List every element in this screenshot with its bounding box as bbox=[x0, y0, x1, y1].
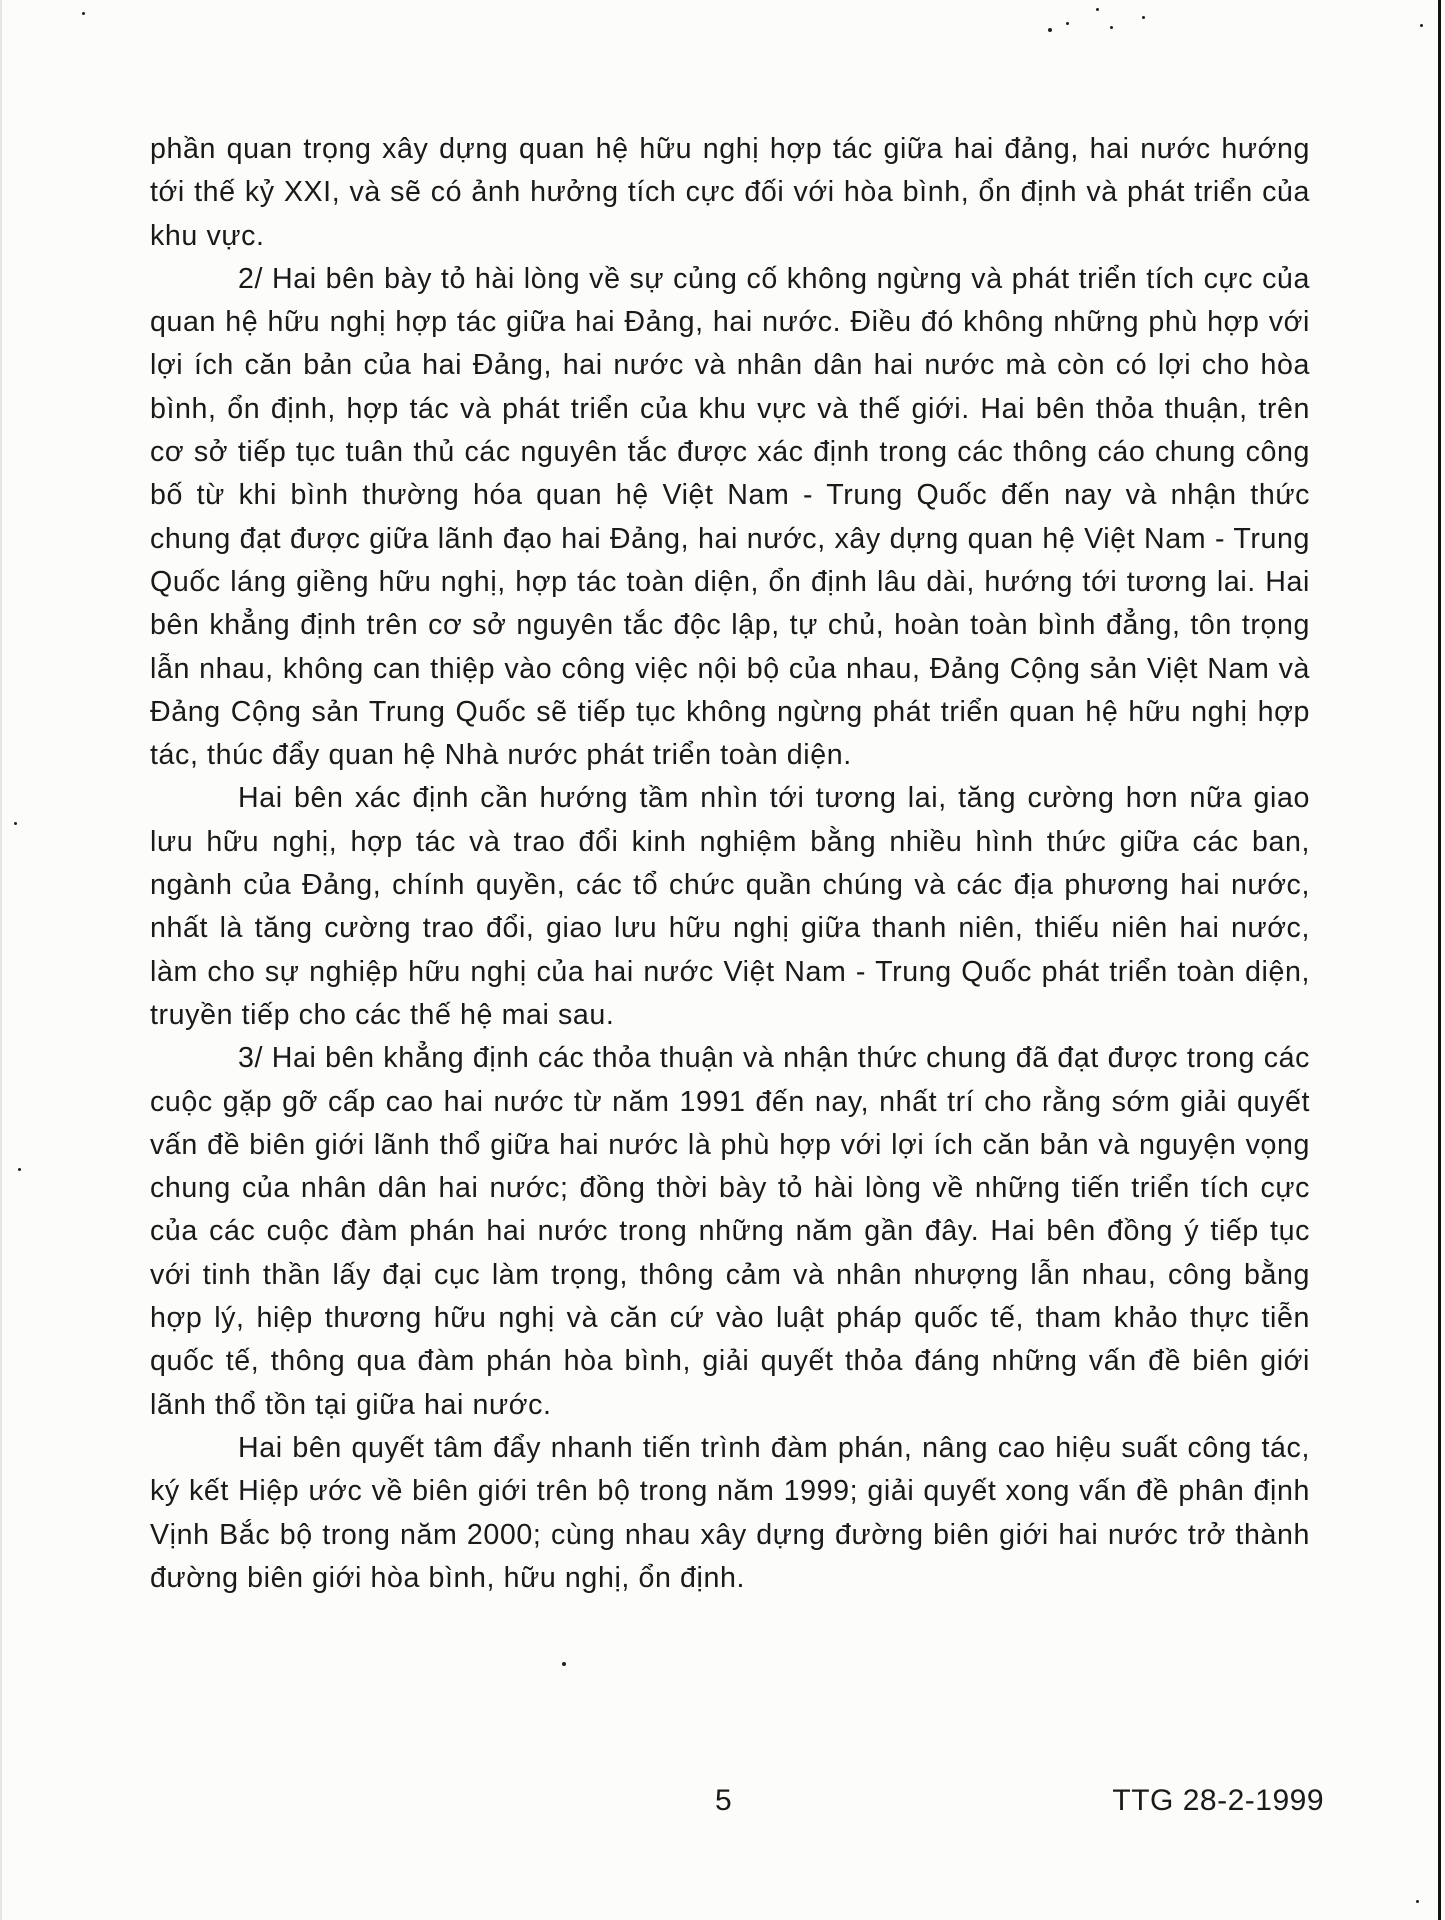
scan-speck bbox=[1416, 1900, 1419, 1903]
scan-speck bbox=[82, 12, 85, 15]
paragraph-5: Hai bên quyết tâm đẩy nhanh tiến trình đàm phán, nâng cao hiệu suất công tác, ký kết Hiệp ước về biên giới trên bộ trong năm 1999; giải quyết xong vấn đề phân định Vịnh Bắc bộ trong năm 2000; cùng nhau xây dựng đường biên giới hai nước trở thành đường biên giới hòa bình, hữu nghị, ổn định. bbox=[150, 1431, 1310, 1594]
paragraph-2: 2/ Hai bên bày tỏ hài lòng về sự củng cố không ngừng và phát triển tích cực của quan hệ hữu nghị hợp tác giữa hai Đảng, hai nước. Điều đó không những phù hợp với lợi ích căn bản của hai Đảng, hai nước và nhân dân hai nước mà còn có lợi cho hòa bình, ổn định, hợp tác và phát triển của khu vực và thế giới. Hai bên thỏa thuận, trên cơ sở tiếp tục tuân thủ các nguyên tắc được xác định trong các thông cáo chung công bố từ khi bình thường hóa quan hệ Việt Nam - Trung Quốc đến nay và nhận thức chung đạt được giữa lãnh đạo hai Đảng, hai nước, xây dựng quan hệ Việt Nam - Trung Quốc láng giềng hữu nghị, hợp tác toàn diện, ổn định lâu dài, hướng tới tương lai. Hai bên khẳng định trên cơ sở nguyên tắc độc lập, tự chủ, hoàn toàn bình đẳng, tôn trọng lẫn nhau, không can thiệp vào công việc nội bộ của nhau, Đảng Cộng sản Việt Nam và Đảng Cộng sản Trung Quốc sẽ tiếp tục không ngừng phát triển quan hệ hữu nghị hợp tác, thúc đẩy quan hệ Nhà nước phát triển toàn diện. bbox=[150, 262, 1310, 772]
scan-speck bbox=[1048, 28, 1052, 32]
scan-speck bbox=[1110, 26, 1113, 29]
page-number: 5 bbox=[715, 1784, 732, 1817]
scan-edge-right bbox=[1438, 0, 1441, 1920]
scan-speck bbox=[1066, 22, 1069, 25]
paragraph-1: phần quan trọng xây dựng quan hệ hữu nghị hợp tác giữa hai đảng, hai nước hướng tới thế kỷ XXI, và sẽ có ảnh hưởng tích cực đối với hòa bình, ổn định và phát triển của khu vực. bbox=[150, 133, 1310, 252]
scan-speck bbox=[1096, 8, 1099, 11]
document-reference: TTG 28-2-1999 bbox=[1112, 1784, 1324, 1817]
paragraph-4: 3/ Hai bên khẳng định các thỏa thuận và nhận thức chung đã đạt được trong các cuộc gặp gỡ cấp cao hai nước từ năm 1991 đến nay, nhất trí cho rằng sớm giải quyết vấn đề biên giới lãnh thổ giữa hai nước là phù hợp với lợi ích căn bản và nguyện vọng chung của nhân dân hai nước; đồng thời bày tỏ hài lòng về những tiến triển tích cực của các cuộc đàm phán hai nước trong những năm gần đây. Hai bên đồng ý tiếp tục với tinh thần lấy đại cục làm trọng, thông cảm và nhân nhượng lẫn nhau, công bằng hợp lý, hiệp thương hữu nghị và căn cứ vào luật pháp quốc tế, tham khảo thực tiễn quốc tế, thông qua đàm phán hòa bình, giải quyết thỏa đáng những vấn đề biên giới lãnh thổ tồn tại giữa hai nước. bbox=[150, 1042, 1310, 1421]
scan-speck bbox=[1420, 24, 1423, 27]
scan-edge-left bbox=[0, 0, 2, 1920]
document-body bbox=[150, 128, 1310, 1600]
paragraph-3: Hai bên xác định cần hướng tầm nhìn tới tương lai, tăng cường hơn nữa giao lưu hữu nghị, hợp tác và trao đổi kinh nghiệm bằng nhiều hình thức giữa các ban, ngành của Đảng, chính quyền, các tổ chức quần chúng và các địa phương hai nước, nhất là tăng cường trao đổi, giao lưu hữu nghị giữa thanh niên, thiếu niên hai nước, làm cho sự nghiệp hữu nghị của hai nước Việt Nam - Trung Quốc phát triển toàn diện, truyền tiếp cho các thế hệ mai sau. bbox=[150, 782, 1310, 1031]
scan-speck bbox=[18, 1168, 21, 1171]
scan-speck bbox=[562, 1662, 566, 1666]
scan-speck bbox=[1142, 16, 1145, 19]
scan-speck bbox=[14, 822, 17, 825]
